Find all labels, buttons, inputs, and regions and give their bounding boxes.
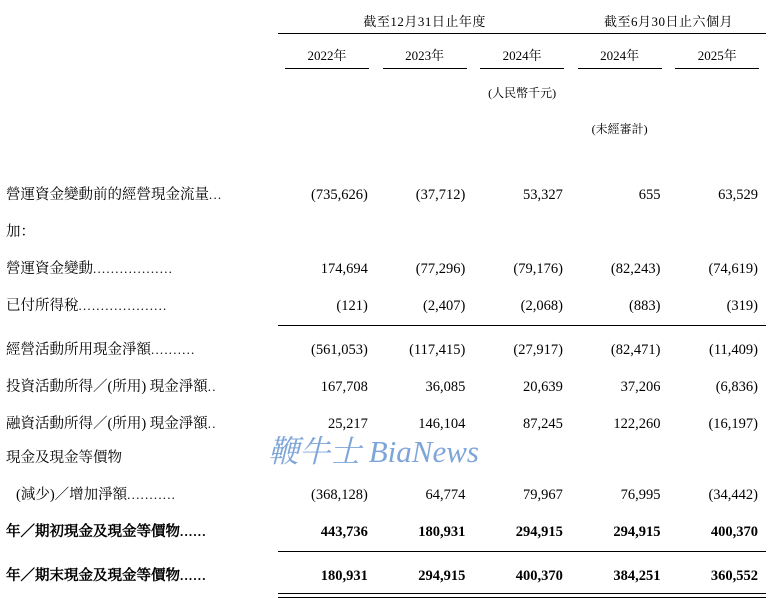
table-row	[6, 282, 766, 319]
year-header-2024: 2024年	[502, 48, 542, 63]
row-value: (561,053)	[311, 342, 368, 358]
table-row	[6, 471, 766, 508]
row-label: 營運資金變動前的經營現金流量...	[6, 187, 223, 203]
year-header-2023: 2023年	[405, 48, 445, 63]
row-value: 294,915	[613, 524, 661, 540]
row-value: 400,370	[515, 568, 563, 584]
row-value: (16,197)	[708, 416, 758, 432]
row-value: (2,407)	[423, 298, 466, 314]
row-value: (368,128)	[311, 487, 368, 503]
financial-statement-page	[0, 4, 771, 584]
row-value	[571, 208, 669, 245]
table-row	[6, 326, 766, 363]
row-value: (77,296)	[415, 261, 466, 277]
table-row	[6, 245, 766, 282]
row-value: (79,176)	[513, 261, 563, 277]
row-value: (319)	[726, 298, 758, 314]
row-label: 現金及現金等價物	[6, 450, 122, 466]
row-value: 53,327	[523, 187, 563, 203]
year-header-2024-interim: 2024年	[600, 48, 640, 63]
row-value: (117,415)	[409, 342, 466, 358]
row-label: 年／期初現金及現金等價物......	[6, 524, 207, 540]
row-value: 180,931	[320, 568, 368, 584]
row-value	[668, 208, 766, 245]
table-row	[6, 552, 766, 589]
row-label: (減少)／增加淨額...........	[16, 487, 177, 503]
row-value: 64,774	[425, 487, 466, 503]
currency-note: (人民幣千元)	[488, 86, 557, 100]
rule-cell	[278, 545, 376, 552]
row-value: (735,626)	[311, 187, 368, 203]
grand-total-double-rule-row	[6, 589, 766, 598]
rule-cell	[571, 319, 669, 326]
row-value	[473, 437, 571, 471]
table-row	[6, 208, 766, 245]
row-label: 已付所得稅....................	[6, 298, 168, 314]
row-value	[278, 208, 376, 245]
row-value: 122,260	[613, 416, 661, 432]
rule-cell	[668, 319, 766, 326]
rule-cell	[473, 319, 571, 326]
year-header-2025-interim: 2025年	[697, 48, 737, 63]
subtotal-rule-row	[6, 319, 766, 326]
table-group-header-row	[6, 4, 766, 33]
table-row	[6, 363, 766, 400]
double-rule-cell	[376, 589, 474, 598]
row-value: 294,915	[418, 568, 466, 584]
empty-cell	[278, 69, 376, 101]
row-value: 443,736	[320, 524, 368, 540]
row-value: 294,915	[515, 524, 563, 540]
row-value: 400,370	[710, 524, 758, 540]
double-rule-cell	[473, 589, 571, 598]
row-value: (82,471)	[610, 342, 661, 358]
row-value: (34,442)	[708, 487, 758, 503]
table-row	[6, 171, 766, 208]
currency-note-row	[6, 69, 766, 101]
spacer-row	[6, 137, 766, 171]
empty-cell	[6, 545, 278, 552]
empty-cell	[6, 69, 278, 101]
empty-cell	[376, 101, 474, 137]
row-value: 167,708	[320, 379, 368, 395]
row-value	[376, 437, 474, 471]
spacer-cell	[6, 137, 766, 171]
row-value: (11,409)	[709, 342, 758, 358]
row-value: (74,619)	[708, 261, 758, 277]
unaudited-note: (未經審計)	[591, 122, 648, 136]
empty-cell	[668, 101, 766, 137]
table-row	[6, 400, 766, 437]
rule-cell	[376, 545, 474, 552]
empty-cell	[278, 101, 376, 137]
row-value: 20,639	[523, 379, 563, 395]
table-year-header-row	[6, 34, 766, 68]
row-value: 180,931	[418, 524, 466, 540]
row-value: 655	[638, 187, 661, 203]
row-value: (37,712)	[415, 187, 466, 203]
empty-cell	[473, 101, 571, 137]
rule-cell	[473, 545, 571, 552]
row-value: 79,967	[523, 487, 563, 503]
double-rule-cell	[278, 589, 376, 598]
row-value	[278, 437, 376, 471]
empty-cell	[6, 4, 278, 33]
row-label: 營運資金變動..................	[6, 261, 174, 277]
row-value: (27,917)	[513, 342, 563, 358]
row-value: 25,217	[327, 416, 368, 432]
row-label: 年／期末現金及現金等價物......	[6, 568, 207, 584]
row-value: 36,085	[425, 379, 466, 395]
empty-cell	[6, 589, 278, 598]
row-value: (2,068)	[520, 298, 563, 314]
empty-cell	[668, 69, 766, 101]
empty-cell	[6, 319, 278, 326]
row-label: 經營活動所用現金淨額..........	[6, 342, 196, 358]
row-value: 87,245	[523, 416, 563, 432]
unaudited-note-row	[6, 101, 766, 137]
row-value	[668, 437, 766, 471]
group-header-annual: 截至12月31日止年度	[363, 14, 486, 29]
rule-cell	[278, 319, 376, 326]
empty-cell	[6, 34, 278, 68]
total-rule-row	[6, 545, 766, 552]
table-row	[6, 437, 766, 471]
row-value: 146,104	[418, 416, 466, 432]
rule-cell	[668, 545, 766, 552]
row-value: 174,694	[320, 261, 368, 277]
empty-cell	[376, 69, 474, 101]
double-rule-cell	[571, 589, 669, 598]
rule-cell	[571, 545, 669, 552]
row-value: 384,251	[613, 568, 661, 584]
row-label: 融資活動所得／(所用) 現金淨額..	[6, 416, 217, 432]
group-header-interim: 截至6月30日止六個月	[603, 14, 733, 29]
row-value: (6,836)	[715, 379, 758, 395]
row-label: 投資活動所得／(所用) 現金淨額..	[6, 379, 217, 395]
row-value: 360,552	[710, 568, 758, 584]
row-value: (121)	[336, 298, 368, 314]
row-label: 加：	[6, 224, 35, 240]
row-value: (82,243)	[610, 261, 661, 277]
row-value: 76,995	[620, 487, 661, 503]
year-header-2022: 2022年	[307, 48, 347, 63]
row-value: 63,529	[718, 187, 758, 203]
double-rule-cell	[668, 589, 766, 598]
table-row	[6, 508, 766, 545]
row-value	[473, 208, 571, 245]
rule-cell	[376, 319, 474, 326]
row-value	[376, 208, 474, 245]
watermark: 鞭牛士 BiaNews	[268, 434, 479, 469]
empty-cell	[571, 69, 669, 101]
empty-cell	[6, 101, 278, 137]
row-value: (883)	[629, 298, 661, 314]
row-value	[571, 437, 669, 471]
row-value: 37,206	[620, 379, 661, 395]
cash-flow-table	[6, 4, 766, 598]
